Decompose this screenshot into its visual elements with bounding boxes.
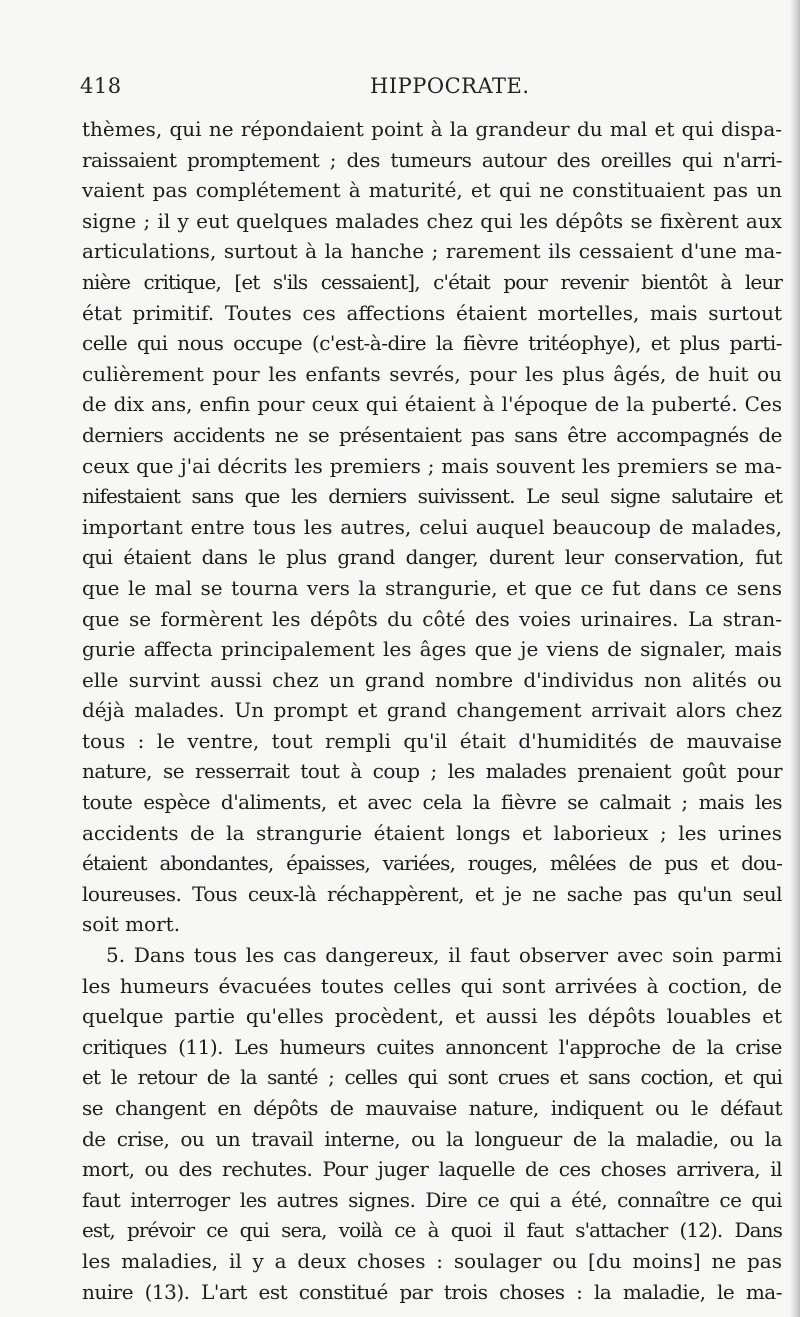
text-line: accidents de la strangurie étaient longs et laborieux ; les urines [82,820,782,845]
text-line: signe ; il y eut quelques malades chez qui les dépôts se fixèrent aux [82,208,782,233]
text-line: celle qui nous occupe (c'est-à-dire la fièvre tritéophye), et plus parti- [82,331,782,356]
text-line: que se formèrent les dépôts du côté des voies urinaires. La stran- [82,606,782,631]
text-line: critiques (11). Les humeurs cuites annoncent l'approche de la crise [82,1034,782,1059]
text-line: soit mort. [82,912,181,937]
text-line: thèmes, qui ne répondaient point à la grandeur du mal et qui dispa- [82,117,782,141]
text-line: que le mal se tourna vers la strangurie, et que ce fut dans ce sens [82,575,782,600]
page-edge-shadow [790,0,800,1317]
running-head: HIPPOCRATE. [370,74,530,98]
text-line: vaient pas complétement à maturité, et qui ne constituaient pas un [82,178,782,203]
text-line: et le retour de la santé ; celles qui sont crues et sans coction, et qui [82,1065,782,1090]
text-line: loureuses. Tous ceux-là réchappèrent, et je ne sache pas qu'un seul [82,881,782,906]
text-line: faut interroger les autres signes. Dire ce qui a été, connaître ce qui [82,1187,782,1212]
text-line: nuire (13). L'art est constitué par trois choses : la maladie, le ma- [82,1279,782,1304]
text-line: nière critique, [et s'ils cessaient], c'était pour revenir bientôt à leur [82,269,782,294]
page-header [80,74,780,108]
text-line: articulations, surtout à la hanche ; rarement ils cessaient d'une ma- [82,239,782,264]
text-line: mort, ou des rechutes. Pour juger laquelle de ces choses arrivera, il [82,1157,782,1182]
text-line: elle survint aussi chez un grand nombre d'individus non alités ou [82,667,782,692]
text-line: nifestaient sans que les derniers suivissent. Le seul signe salutaire et [82,484,782,509]
page-number: 418 [80,74,122,98]
text-line: est, prévoir ce qui sera, voilà ce à quoi il faut s'attacher (12). Dans [82,1218,782,1243]
text-line: tous : le ventre, tout rempli qu'il était d'humidités de mauvaise [82,728,782,753]
text-line: de dix ans, enfin pour ceux qui étaient à l'époque de la puberté. Ces [82,392,782,417]
text-line: déjà malades. Un prompt et grand changement arrivait alors chez [82,698,782,723]
text-line: raissaient promptement ; des tumeurs autour des oreilles qui n'arri- [82,147,782,172]
text-line: ceux que j'ai décrits les premiers ; mais souvent les premiers se ma- [82,453,782,478]
text-line: important entre tous les autres, celui auquel beaucoup de malades, [82,514,782,539]
text-line: de crise, ou un travail interne, ou la longueur de la maladie, ou la [82,1126,782,1151]
text-line: les humeurs évacuées toutes celles qui sont arrivées à coction, de [82,973,782,998]
text-line: quelque partie qu'elles procèdent, et aussi les dépôts louables et [82,1004,782,1029]
text-line: nature, se resserrait tout à coup ; les malades prenaient goût pour [82,759,782,784]
text-line: étaient abondantes, épaisses, variées, rouges, mêlées de pus et dou- [82,851,782,876]
body-text [82,114,782,1307]
text-line: derniers accidents ne se présentaient pas sans être accompagnés de [82,422,782,447]
text-line: culièrement pour les enfants sevrés, pour les plus âgés, de huit ou [82,361,782,386]
paragraph-start-line: 5. Dans tous les cas dangereux, il faut observer avec soin parmi [106,943,782,968]
text-line: qui étaient dans le plus grand danger, durent leur conservation, fut [82,545,782,570]
text-line: toute espèce d'aliments, et avec cela la fièvre se calmait ; mais les [82,790,782,815]
text-line: les maladies, il y a deux choses : soulager ou [du moins] ne pas [82,1248,782,1273]
text-line: gurie affecta principalement les âges que je viens de signaler, mais [82,637,782,662]
text-line: se changent en dépôts de mauvaise nature, indiquent ou le défaut [82,1096,782,1120]
text-line: état primitif. Toutes ces affections étaient mortelles, mais surtout [82,300,782,325]
